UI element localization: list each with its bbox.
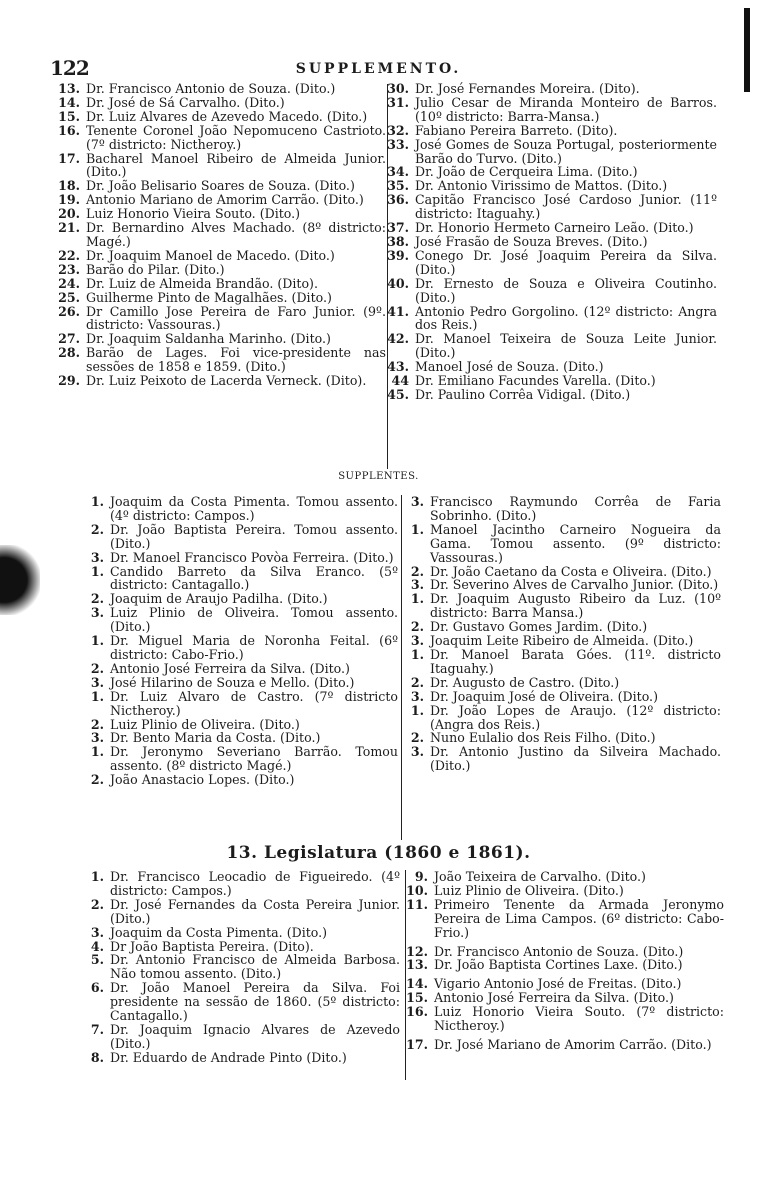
entry-number: 3. <box>90 730 104 746</box>
entry-text: Dr. Antonio Francisco de Almeida Barbosa. Não tomou assento. (Dito.) <box>110 952 400 982</box>
entry-number: 3. <box>410 494 424 509</box>
entry-number: 24. <box>58 275 80 291</box>
list-entry <box>76 592 398 606</box>
list-entry <box>76 731 398 745</box>
list-entry <box>381 221 717 235</box>
list-entry <box>76 1051 400 1065</box>
list-entry <box>76 1023 400 1051</box>
entry-number: 2. <box>410 730 424 746</box>
entry-text: Dr. José de Sá Carvalho. (Dito.) <box>86 94 285 110</box>
list-entry <box>396 731 721 745</box>
list-entry <box>76 773 398 787</box>
entry-text: Antonio José Ferreira da Silva. (Dito.) <box>434 990 674 1006</box>
entry-number: 34. <box>387 164 409 180</box>
entry-text: Dr. João de Cerqueira Lima. (Dito.) <box>415 164 638 180</box>
entry-text: Dr. João Caetano da Costa e Oliveira. (Dito.) <box>430 563 712 579</box>
entry-text: Antonio Pedro Gorgolino. (12º districto: Angra dos Reis.) <box>415 303 717 333</box>
entry-number: 13. <box>58 81 80 96</box>
entry-number: 38. <box>387 233 409 249</box>
entry-number: 36. <box>387 192 409 208</box>
entry-text: Primeiro Tenente da Armada Jeronymo Pereira de Lima Campos. (6º districto: Cabo-Frio.) <box>434 896 724 940</box>
entry-number: 1. <box>90 744 104 760</box>
list-entry <box>52 152 386 180</box>
list-entry <box>76 953 400 981</box>
entry-text: Dr. Paulino Corrêa Vidigal. (Dito.) <box>415 386 631 402</box>
list-entry <box>52 221 386 249</box>
supplentes-list-right <box>396 495 721 773</box>
entry-text: Luiz Honorio Vieira Souto. (Dito.) <box>86 206 301 222</box>
list-entry <box>76 523 398 551</box>
list-entry <box>400 870 724 884</box>
scan-edge-mark <box>744 8 750 92</box>
entry-number: 14. <box>406 976 428 992</box>
entry-text: Barão de Lages. Foi vice-presidente nas sessões de 1858 e 1859. (Dito.) <box>86 345 386 375</box>
entry-text: Dr. Miguel Maria de Noronha Feital. (6º districto: Cabo-Frio.) <box>110 633 398 662</box>
entry-text: Joaquim Leite Ribeiro de Almeida. (Dito.) <box>430 633 694 649</box>
supplentes-list-left <box>76 495 398 787</box>
entry-text: Dr. José Fernandes Moreira. (Dito). <box>415 81 640 96</box>
list-entry <box>52 96 386 110</box>
list-entry <box>52 193 386 207</box>
entry-number: 2. <box>90 591 104 607</box>
entry-number: 23. <box>58 261 80 277</box>
entry-number: 10. <box>406 882 428 898</box>
entry-text: João Anastacio Lopes. (Dito.) <box>110 772 295 788</box>
legislatura-heading: 13. Legislatura (1860 e 1861). <box>226 843 531 863</box>
entry-text: Barão do Pilar. (Dito.) <box>86 261 225 277</box>
list-entry <box>400 1005 724 1033</box>
entry-number: 5. <box>90 952 104 968</box>
entry-text: Dr. Jeronymo Severiano Barrão. Tomou assento. (8º districto Magé.) <box>110 744 398 774</box>
entry-text: Luiz Plinio de Oliveira. (Dito.) <box>434 882 624 898</box>
entry-number: 9. <box>414 869 428 884</box>
page-number: 122 <box>50 56 89 80</box>
list-entry <box>381 305 717 333</box>
entry-text: Luiz Plinio de Oliveira. (Dito.) <box>110 716 300 732</box>
entry-number: 2. <box>90 716 104 732</box>
list-entry <box>396 620 721 634</box>
entry-text: Dr. Luiz de Almeida Brandão. (Dito). <box>86 275 318 291</box>
entry-number: 19. <box>58 192 80 208</box>
list-entry <box>52 249 386 263</box>
list-entry <box>76 551 398 565</box>
entry-text: Dr. Ernesto de Souza e Oliveira Coutinho. (Dito.) <box>415 275 717 305</box>
entry-text: Dr. Luiz Peixoto de Lacerda Verneck. (Dito). <box>86 373 367 389</box>
list-entry <box>76 662 398 676</box>
list-entry <box>396 495 721 523</box>
entry-number: 1. <box>410 646 424 662</box>
entry-number: 12. <box>406 943 428 959</box>
entry-number: 2. <box>410 674 424 690</box>
entry-text: João Teixeira de Carvalho. (Dito.) <box>434 869 646 884</box>
entry-number: 4. <box>90 938 104 954</box>
list-entry <box>52 374 386 388</box>
entry-number: 3. <box>90 605 104 621</box>
entry-text: Luiz Plinio de Oliveira. Tomou assento. (Dito.) <box>110 605 398 635</box>
entry-text: Luiz Honorio Vieira Souto. (7º districto: Nictheroy.) <box>434 1004 724 1034</box>
list-entry <box>381 388 717 402</box>
list-entry <box>381 374 717 388</box>
entry-number: 25. <box>58 289 80 305</box>
entry-text: José Gomes de Souza Portugal, posteriormente Barão do Turvo. (Dito.) <box>415 136 717 166</box>
entry-text: Dr Camillo Jose Pereira de Faro Junior. (9º. districto: Vassouras.) <box>86 303 386 333</box>
list-entry <box>381 360 717 374</box>
entry-number: 32. <box>387 122 409 138</box>
entry-text: Vigario Antonio José de Freitas. (Dito.) <box>434 976 682 992</box>
entry-text: Dr. Honorio Hermeto Carneiro Leão. (Dito.) <box>415 220 694 236</box>
list-entry <box>52 179 386 193</box>
deputies-list-left <box>52 82 386 388</box>
entry-text: Dr. Joaquim Saldanha Marinho. (Dito.) <box>86 331 331 347</box>
list-entry <box>76 870 400 898</box>
entry-text: Dr João Baptista Pereira. (Dito). <box>110 938 314 954</box>
list-entry <box>396 704 721 732</box>
entry-text: Dr. Manoel Barata Góes. (11º. districto Itaguahy.) <box>430 646 721 676</box>
entry-number: 3. <box>410 688 424 704</box>
entry-text: Nuno Eulalio dos Reis Filho. (Dito.) <box>430 730 656 746</box>
list-entry <box>396 565 721 579</box>
entry-number: 2. <box>90 772 104 788</box>
entry-text: Dr. Eduardo de Andrade Pinto (Dito.) <box>110 1049 347 1065</box>
entry-text: Francisco Raymundo Corrêa de Faria Sobrinho. (Dito.) <box>430 494 721 523</box>
entry-number: 20. <box>58 206 80 222</box>
list-entry <box>396 523 721 565</box>
list-entry <box>396 690 721 704</box>
entry-text: Joaquim de Araujo Padilha. (Dito.) <box>110 591 328 607</box>
entry-number: 18. <box>58 178 80 194</box>
entry-number: 1. <box>90 869 104 884</box>
list-entry <box>400 991 724 1005</box>
entry-number: 3. <box>410 577 424 593</box>
entry-number: 2. <box>410 563 424 579</box>
entry-number: 3. <box>90 674 104 690</box>
entry-number: 3. <box>90 924 104 940</box>
list-entry <box>52 332 386 346</box>
list-entry <box>381 138 717 166</box>
entry-number: 17. <box>406 1036 428 1052</box>
list-entry <box>52 110 386 124</box>
entry-text: Dr. João Baptista Pereira. Tomou assento. (Dito.) <box>110 521 398 551</box>
list-entry <box>52 346 386 374</box>
entry-text: Dr. João Manoel Pereira da Silva. Foi presidente na sessão de 1860. (5º districto: Cantagallo.) <box>110 980 400 1024</box>
list-entry <box>52 207 386 221</box>
entry-number: 1. <box>90 688 104 704</box>
entry-text: Julio Cesar de Miranda Monteiro de Barros. (10º districto: Barra-Mansa.) <box>415 94 717 124</box>
list-entry <box>396 648 721 676</box>
list-entry <box>76 940 400 954</box>
entry-number: 14. <box>58 94 80 110</box>
supplentes-heading: SUPPLENTES. <box>338 471 419 482</box>
list-entry <box>52 263 386 277</box>
list-entry <box>76 565 398 593</box>
entry-number: 15. <box>406 990 428 1006</box>
entry-number: 1. <box>410 521 424 537</box>
entry-number: 2. <box>90 660 104 676</box>
entry-number: 28. <box>58 345 80 361</box>
entry-number: 41. <box>387 303 409 319</box>
list-entry <box>52 305 386 333</box>
list-entry <box>76 634 398 662</box>
list-entry <box>381 193 717 221</box>
entry-number: 30. <box>387 81 409 96</box>
list-entry <box>381 249 717 277</box>
entry-number: 2. <box>90 521 104 537</box>
entry-number: 2. <box>410 619 424 635</box>
entry-text: Fabiano Pereira Barreto. (Dito). <box>415 122 618 138</box>
entry-number: 6. <box>90 980 104 996</box>
list-entry <box>52 124 386 152</box>
entry-text: Dr. Severino Alves de Carvalho Junior. (Dito.) <box>430 577 719 593</box>
entry-text: Candido Barreto da Silva Eranco. (5º districto: Cantagallo.) <box>110 563 398 593</box>
list-entry <box>396 592 721 620</box>
entry-number: 8. <box>90 1049 104 1065</box>
list-entry <box>400 945 724 959</box>
entry-text: Dr. Emiliano Facundes Varella. (Dito.) <box>415 373 656 389</box>
entry-number: 42. <box>387 331 409 347</box>
list-entry <box>400 1038 724 1052</box>
entry-text: Dr. João Belisario Soares de Souza. (Dito.) <box>86 178 355 194</box>
entry-text: Dr. Luiz Alvaro de Castro. (7º districto Nictheroy.) <box>110 688 398 718</box>
list-entry <box>396 676 721 690</box>
entry-text: Dr. Antonio Justino da Silveira Machado. (Dito.) <box>430 744 721 774</box>
entry-number: 44 <box>391 373 409 389</box>
list-entry <box>400 884 724 898</box>
entry-number: 39. <box>387 247 409 263</box>
entry-number: 2. <box>90 896 104 912</box>
legislatura-list-right <box>400 870 724 1052</box>
entry-number: 33. <box>387 136 409 152</box>
entry-text: Dr. Manoel Francisco Povòa Ferreira. (Dito.) <box>110 549 394 565</box>
list-entry <box>76 606 398 634</box>
entry-text: Antonio Mariano de Amorim Carrão. (Dito.) <box>86 192 364 208</box>
entry-text: Dr. José Fernandes da Costa Pereira Junior. (Dito.) <box>110 896 400 926</box>
entry-text: Dr. Joaquim Manoel de Macedo. (Dito.) <box>86 247 335 263</box>
entry-number: 11. <box>406 896 428 912</box>
entry-number: 21. <box>58 220 80 236</box>
entry-number: 31. <box>387 94 409 110</box>
entry-text: Dr. Francisco Antonio de Souza. (Dito.) <box>434 943 684 959</box>
list-entry <box>52 291 386 305</box>
entry-text: Dr. Antonio Virissimo de Mattos. (Dito.) <box>415 178 668 194</box>
entry-number: 1. <box>410 702 424 718</box>
entry-text: Dr. Augusto de Castro. (Dito.) <box>430 674 620 690</box>
entry-number: 15. <box>58 108 80 124</box>
list-entry <box>76 495 398 523</box>
list-entry <box>400 977 724 991</box>
entry-text: Dr. Francisco Antonio de Souza. (Dito.) <box>86 81 336 96</box>
entry-number: 3. <box>410 633 424 649</box>
entry-text: Dr. Francisco Leocadio de Figueiredo. (4º districto: Campos.) <box>110 869 400 898</box>
list-entry <box>396 578 721 592</box>
entry-number: 16. <box>406 1004 428 1020</box>
entry-text: Dr. João Baptista Cortines Laxe. (Dito.) <box>434 957 683 973</box>
entry-text: Manoel Jacintho Carneiro Nogueira da Gama. Tomou assento. (9º districto: Vassouras.) <box>430 521 721 565</box>
entry-number: 40. <box>387 275 409 291</box>
list-entry <box>381 96 717 124</box>
list-entry <box>76 745 398 773</box>
entry-text: Manoel José de Souza. (Dito.) <box>415 359 604 375</box>
list-entry <box>52 277 386 291</box>
entry-text: Dr. João Lopes de Araujo. (12º districto: (Angra dos Reis.) <box>430 702 721 732</box>
entry-number: 3. <box>90 549 104 565</box>
list-entry <box>76 676 398 690</box>
entry-text: Antonio José Ferreira da Silva. (Dito.) <box>110 660 350 676</box>
list-entry <box>76 981 400 1023</box>
entry-number: 1. <box>410 591 424 607</box>
list-entry <box>381 165 717 179</box>
entry-text: Conego Dr. José Joaquim Pereira da Silva. (Dito.) <box>415 247 717 277</box>
entry-number: 1. <box>90 563 104 579</box>
entry-text: Dr. Joaquim Augusto Ribeiro da Luz. (10º districto: Barra Mansa.) <box>430 591 721 621</box>
entry-number: 17. <box>58 150 80 166</box>
entry-number: 26. <box>58 303 80 319</box>
entry-text: Guilherme Pinto de Magalhães. (Dito.) <box>86 289 332 305</box>
deputies-list-right <box>381 82 717 402</box>
page-title: SUPPLEMENTO. <box>295 61 462 77</box>
entry-text: Joaquim da Costa Pimenta. Tomou assento. (4º districto: Campos.) <box>110 494 398 523</box>
entry-number: 1. <box>90 633 104 649</box>
entry-text: Joaquim da Costa Pimenta. (Dito.) <box>110 924 328 940</box>
list-entry <box>396 745 721 773</box>
list-entry <box>400 898 724 940</box>
list-entry <box>76 898 400 926</box>
list-entry <box>381 179 717 193</box>
entry-number: 27. <box>58 331 80 347</box>
list-entry <box>381 235 717 249</box>
list-entry <box>76 926 400 940</box>
entry-text: Tenente Coronel João Nepomuceno Castrioto. (7º districto: Nictheroy.) <box>86 122 386 152</box>
list-entry <box>52 82 386 96</box>
list-entry <box>381 277 717 305</box>
entry-number: 22. <box>58 247 80 263</box>
entry-text: Capitão Francisco José Cardoso Junior. (11º districto: Itaguahy.) <box>415 192 717 222</box>
list-entry <box>381 124 717 138</box>
entry-text: Dr. Luiz Alvares de Azevedo Macedo. (Dito.) <box>86 108 368 124</box>
entry-text: José Frasão de Souza Breves. (Dito.) <box>415 233 648 249</box>
entry-number: 16. <box>58 122 80 138</box>
entry-text: Dr. Bento Maria da Costa. (Dito.) <box>110 730 321 746</box>
entry-text: Dr. Bernardino Alves Machado. (8º districto: Magé.) <box>86 220 386 249</box>
list-entry <box>381 332 717 360</box>
entry-text: Dr. Joaquim José de Oliveira. (Dito.) <box>430 688 658 704</box>
entry-text: José Hilarino de Souza e Mello. (Dito.) <box>110 674 355 690</box>
entry-number: 43. <box>387 359 409 375</box>
entry-text: Bacharel Manoel Ribeiro de Almeida Junior. (Dito.) <box>86 150 386 180</box>
entry-number: 29. <box>58 373 80 389</box>
entry-number: 3. <box>410 744 424 760</box>
entry-text: Dr. José Mariano de Amorim Carrão. (Dito.) <box>434 1036 712 1052</box>
list-entry <box>396 634 721 648</box>
binding-hole-mark <box>0 545 40 615</box>
list-entry <box>76 690 398 718</box>
entry-number: 37. <box>387 220 409 236</box>
entry-number: 1. <box>90 494 104 509</box>
entry-number: 7. <box>90 1021 104 1037</box>
entry-text: Dr. Manoel Teixeira de Souza Leite Junior. (Dito.) <box>415 331 717 361</box>
entry-number: 35. <box>387 178 409 194</box>
list-entry <box>381 82 717 96</box>
entry-number: 45. <box>387 386 409 402</box>
entry-number: 13. <box>406 957 428 973</box>
list-entry <box>76 718 398 732</box>
entry-text: Dr. Gustavo Gomes Jardim. (Dito.) <box>430 619 648 635</box>
legislatura-list-left <box>76 870 400 1065</box>
list-entry <box>400 958 724 972</box>
entry-text: Dr. Joaquim Ignacio Alvares de Azevedo (Dito.) <box>110 1021 400 1051</box>
